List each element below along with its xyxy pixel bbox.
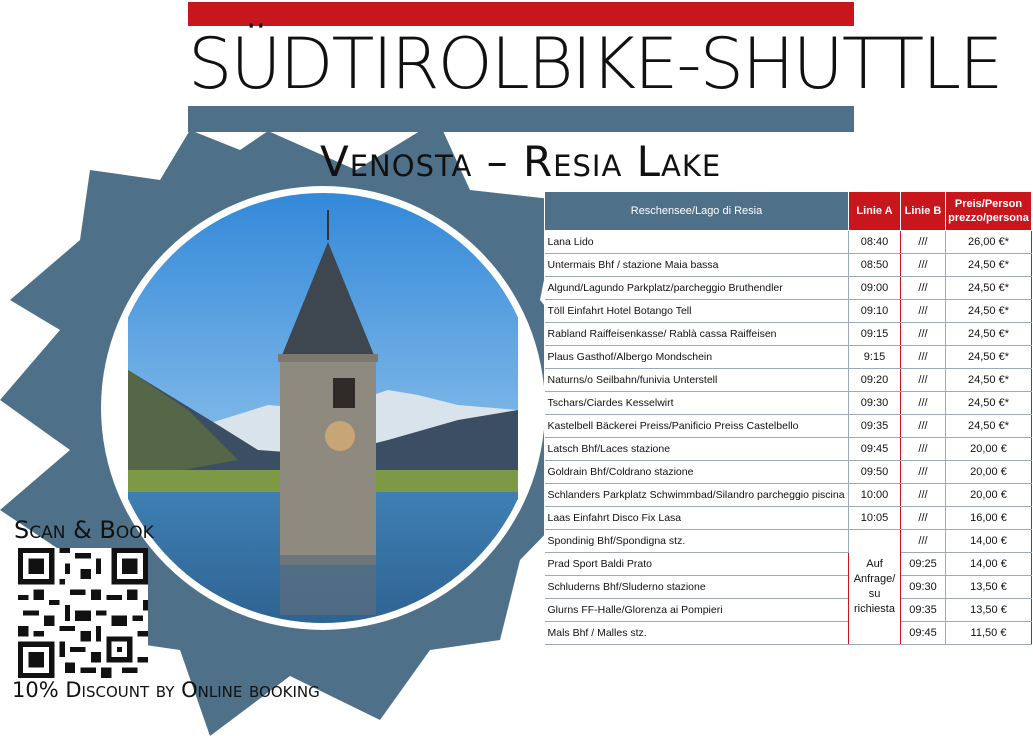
linie-b-time: /// <box>901 507 946 530</box>
stop-name: Lana Lido <box>545 231 849 254</box>
linie-a-time: 09:50 <box>849 461 901 484</box>
linie-a-time: 10:05 <box>849 507 901 530</box>
stop-name: Glurns FF-Halle/Glorenza ai Pompieri <box>545 599 849 622</box>
linie-b-time: /// <box>901 254 946 277</box>
stop-name: Latsch Bhf/Laces stazione <box>545 438 849 461</box>
table-row <box>545 599 1032 622</box>
table-row <box>545 254 1032 277</box>
header-linie-b: Linie B <box>901 192 946 231</box>
table-row <box>545 277 1032 300</box>
stop-name: Töll Einfahrt Hotel Botango Tell <box>545 300 849 323</box>
table-row <box>545 346 1032 369</box>
linie-b-time: /// <box>901 323 946 346</box>
timetable-header-row <box>545 192 1032 231</box>
price: 24,50 €* <box>946 415 1032 438</box>
price: 24,50 €* <box>946 346 1032 369</box>
linie-b-time: /// <box>901 346 946 369</box>
table-row <box>545 369 1032 392</box>
header-linie-a: Linie A <box>849 192 901 231</box>
price: 24,50 €* <box>946 254 1032 277</box>
table-row <box>545 576 1032 599</box>
table-row <box>545 622 1032 645</box>
stop-name: Schlanders Parkplatz Schwimmbad/Silandro parcheggio piscina <box>545 484 849 507</box>
linie-b-time: /// <box>901 438 946 461</box>
linie-a-time: 09:10 <box>849 300 901 323</box>
price: 20,00 € <box>946 461 1032 484</box>
price: 16,00 € <box>946 507 1032 530</box>
table-row <box>545 392 1032 415</box>
price: 13,50 € <box>946 576 1032 599</box>
table-row <box>545 507 1032 530</box>
price: 20,00 € <box>946 484 1032 507</box>
linie-b-time: /// <box>901 392 946 415</box>
stop-name: Kastelbell Bäckerei Preiss/Panificio Preiss Castelbello <box>545 415 849 438</box>
table-row <box>545 231 1032 254</box>
linie-a-time: 09:20 <box>849 369 901 392</box>
linie-a-time: 10:00 <box>849 484 901 507</box>
table-row <box>545 415 1032 438</box>
linie-b-time: /// <box>901 231 946 254</box>
table-row <box>545 484 1032 507</box>
linie-a-time: 09:15 <box>849 323 901 346</box>
price: 24,50 €* <box>946 369 1032 392</box>
scan-book-label: Scan & Book <box>14 516 154 544</box>
header-blue-bar <box>188 106 854 132</box>
price: 14,00 € <box>946 553 1032 576</box>
linie-b-time: /// <box>901 300 946 323</box>
linie-b-time: /// <box>901 277 946 300</box>
linie-b-time: /// <box>901 369 946 392</box>
linie-b-time: 09:30 <box>901 576 946 599</box>
route-subtitle: Venosta – Resia Lake <box>320 137 722 186</box>
linie-b-time: /// <box>901 530 946 553</box>
stop-name: Prad Sport Baldi Prato <box>545 553 849 576</box>
price: 26,00 €* <box>946 231 1032 254</box>
linie-b-time: /// <box>901 484 946 507</box>
table-row <box>545 461 1032 484</box>
qr-code[interactable] <box>18 548 148 678</box>
stop-name: Rabland Raiffeisenkasse/ Rablà cassa Raiffeisen <box>545 323 849 346</box>
stop-name: Mals Bhf / Malles stz. <box>545 622 849 645</box>
linie-a-time: 09:45 <box>849 438 901 461</box>
resia-lake-photo <box>128 180 518 636</box>
price: 20,00 € <box>946 438 1032 461</box>
linie-a-time: 08:50 <box>849 254 901 277</box>
linie-a-on-request: Auf Anfrage/ su richiesta <box>849 530 901 645</box>
table-row <box>545 553 1032 576</box>
linie-a-time: 9:15 <box>849 346 901 369</box>
linie-b-time: 09:25 <box>901 553 946 576</box>
table-row <box>545 300 1032 323</box>
stop-name: Algund/Lagundo Parkplatz/parcheggio Bruthendler <box>545 277 849 300</box>
price: 24,50 €* <box>946 277 1032 300</box>
table-row <box>545 323 1032 346</box>
price: 24,50 €* <box>946 323 1032 346</box>
page-title: SÜDTIROLBIKE-SHUTTLE <box>188 23 1002 105</box>
stop-name: Naturns/o Seilbahn/funivia Unterstell <box>545 369 849 392</box>
stop-name: Spondinig Bhf/Spondigna stz. <box>545 530 849 553</box>
stop-name: Untermais Bhf / stazione Maia bassa <box>545 254 849 277</box>
price: 13,50 € <box>946 599 1032 622</box>
linie-b-time: 09:35 <box>901 599 946 622</box>
header-stop: Reschensee/Lago di Resia <box>545 192 849 231</box>
stop-name: Tschars/Ciardes Kesselwirt <box>545 392 849 415</box>
table-row <box>545 530 1032 553</box>
header-price: Preis/Person prezzo/persona <box>946 192 1032 231</box>
linie-a-time: 09:00 <box>849 277 901 300</box>
linie-b-time: 09:45 <box>901 622 946 645</box>
price: 11,50 € <box>946 622 1032 645</box>
linie-b-time: /// <box>901 415 946 438</box>
price: 14,00 € <box>946 530 1032 553</box>
linie-a-time: 09:30 <box>849 392 901 415</box>
price: 24,50 €* <box>946 392 1032 415</box>
table-row <box>545 438 1032 461</box>
shuttle-timetable <box>544 191 1032 645</box>
linie-b-time: /// <box>901 461 946 484</box>
stop-name: Plaus Gasthof/Albergo Mondschein <box>545 346 849 369</box>
timetable-body <box>545 231 1032 645</box>
online-discount-text: 10% Discount by Online booking <box>12 678 320 702</box>
stop-name: Schluderns Bhf/Sluderno stazione <box>545 576 849 599</box>
stop-name: Laas Einfahrt Disco Fix Lasa <box>545 507 849 530</box>
linie-a-time: 08:40 <box>849 231 901 254</box>
linie-a-time: 09:35 <box>849 415 901 438</box>
stop-name: Goldrain Bhf/Coldrano stazione <box>545 461 849 484</box>
price: 24,50 €* <box>946 300 1032 323</box>
